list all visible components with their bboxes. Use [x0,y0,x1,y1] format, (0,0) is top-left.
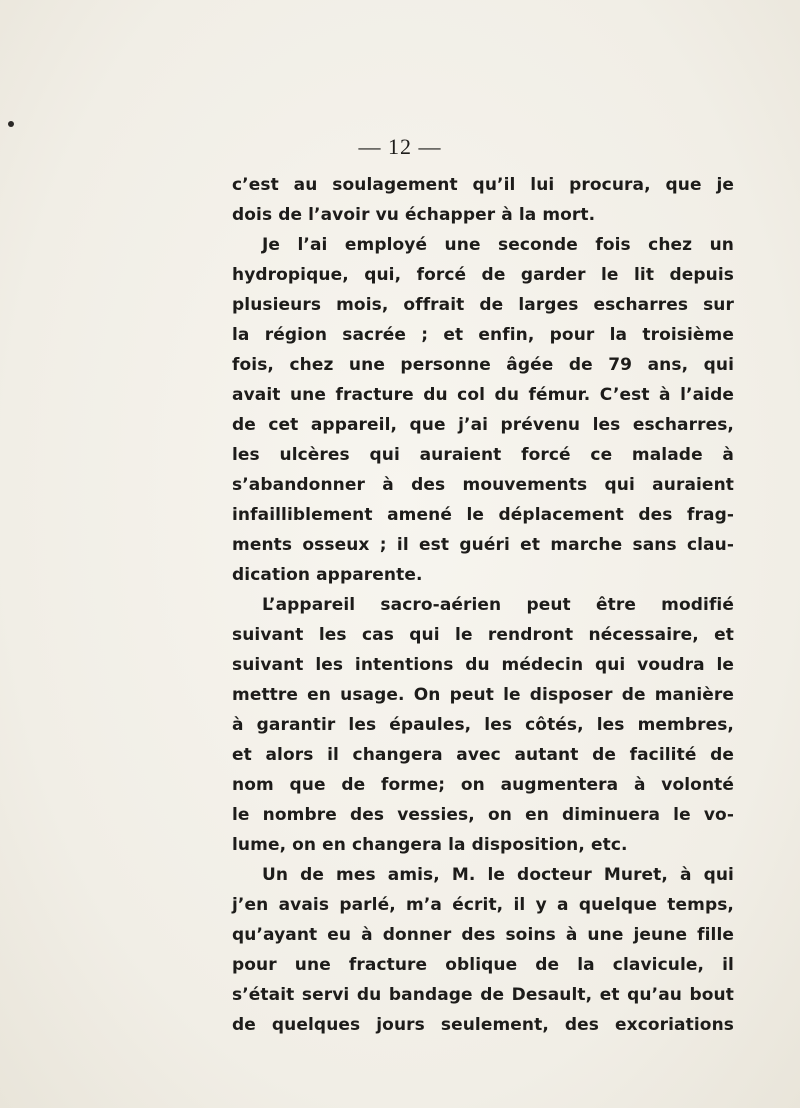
text-line: qu’ayant eu à donner des soins à une jeune fille [232,925,734,945]
text-line: ments osseux ; il est guéri et marche sans clau- [232,535,734,555]
text-line: et alors il changera avec autant de facilité de [232,745,734,765]
text-line: à garantir les épaules, les côtés, les membres, [232,715,734,735]
text-line: suivant les intentions du médecin qui voudra le [232,655,734,675]
text-line: fois, chez une personne âgée de 79 ans, qui [232,355,734,375]
text-line: hydropique, qui, forcé de garder le lit depuis [232,265,734,285]
text-line: j’en avais parlé, m’a écrit, il y a quelque temps, [232,895,734,915]
text-line: mettre en usage. On peut le disposer de manière [232,685,734,705]
text-line: les ulcères qui auraient forcé ce malade à [232,445,734,465]
text-line: la région sacrée ; et enfin, pour la troisième [232,325,734,345]
text-line: avait une fracture du col du fémur. C’est à l’aide [232,385,734,405]
text-line: de cet appareil, que j’ai prévenu les escharres, [232,415,734,435]
text-line: le nombre des vessies, on en diminuera le vo- [232,805,734,825]
ink-speck [8,121,14,127]
text-line: Un de mes amis, M. le docteur Muret, à qui [262,865,734,885]
text-line: s’abandonner à des mouvements qui auraient [232,475,734,495]
text-line: L’appareil sacro-aérien peut être modifié [262,595,734,615]
text-line: infailliblement amené le déplacement des frag- [232,505,734,525]
text-line: Je l’ai employé une seconde fois chez un [262,235,734,255]
body-text [232,170,734,1040]
text-line: c’est au soulagement qu’il lui procura, que je [232,175,734,195]
text-line: nom que de forme; on augmentera à volonté [232,775,734,795]
text-line: plusieurs mois, offrait de larges escharres sur [232,295,734,315]
text-line: de quelques jours seulement, des excoriations [232,1015,734,1035]
text-line: dois de l’avoir vu échapper à la mort. [232,205,596,225]
text-line: dication apparente. [232,565,423,585]
page-number: — 12 — [358,134,442,159]
text-line: pour une fracture oblique de la clavicule, il [232,955,734,975]
text-line: s’était servi du bandage de Desault, et qu’au bout [232,985,734,1005]
text-line: suivant les cas qui le rendront nécessaire, et [232,625,734,645]
text-line: lume, on en changera la disposition, etc. [232,835,628,855]
